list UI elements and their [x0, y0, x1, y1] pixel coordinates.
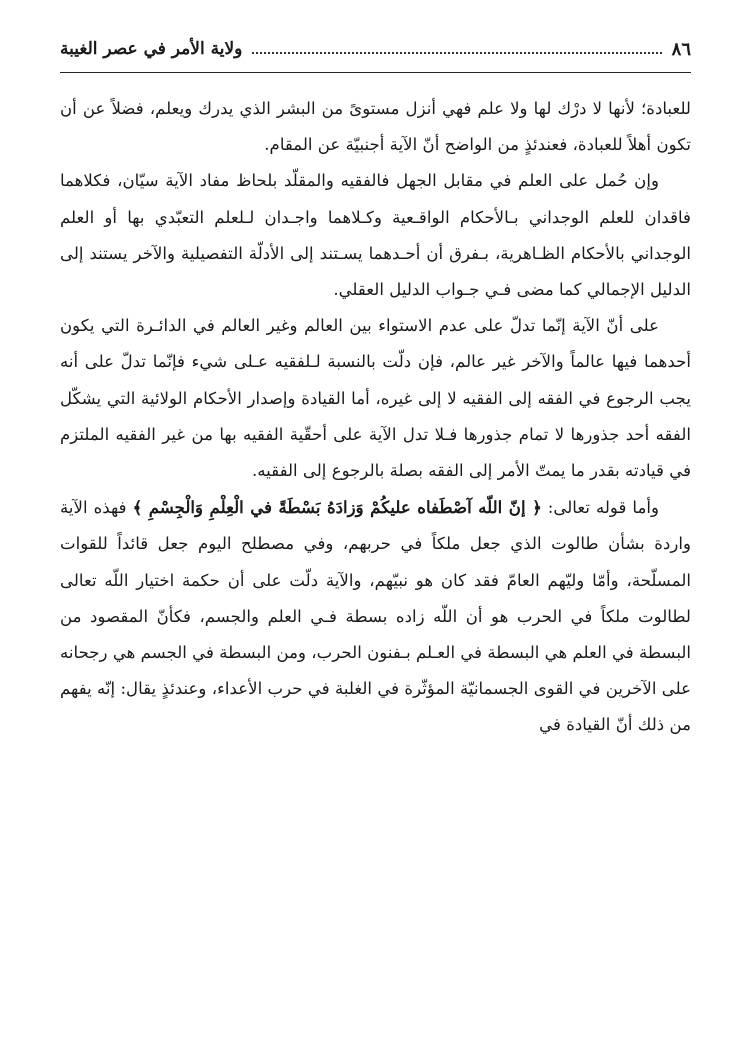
paragraph-4-intro: وأما قوله تعالى:	[541, 498, 659, 518]
dotted-leader	[252, 52, 661, 54]
page-number: ٨٦	[671, 38, 691, 60]
document-page	[60, 30, 691, 1057]
paragraph-1: للعبادة؛ لأنها لا درْك لها ولا علم فهي أنزل مستوىً من البشر الذي يدرك ويعلم، فضلاً عن أن تكون أهلاً للعبادة، فعندئذٍ من الواضح أنّ الآية أجنبيّة عن المقام.	[60, 99, 691, 155]
body-text	[60, 91, 691, 744]
quran-verse: ﴿ إنّ اللّه آصْطَفاه عليكُمْ وَزادَهُ بَسْطَةً في الْعِلْمِ وَالْجِسْمِ ﴾	[132, 497, 542, 518]
running-title: ولاية الأمر في عصر الغيبة	[60, 39, 243, 59]
page-header	[60, 30, 691, 68]
paragraph-3: على أنّ الآية إنّما تدلّ على عدم الاستواء بين العالم وغير العالم في الدائـرة التي يكون أحدهما فيها عالماً والآخر غير عالم، فإن دلّت بالنسبة لـلفقيه عـلى شيء فإنّما تدلّ على أنه يجب الرجوع في الفقه إلى الفقيه لا إلى غيره، أما القيادة وإصدار الأحكام الولائية التي يشكّل الفقه أحد جذورها لا تمام جذورها فـلا تدل الآية على أحقّية الفقيه بها من غير الفقيه الملتزم في قيادته بقدر ما يمتّ الأمر إلى الفقه بصلة بالرجوع إلى الفقيه.	[60, 316, 691, 481]
paragraph-4-body: فهذه الآية واردة بشأن طالوت الذي جعل ملكاً في حربهم، وفي مصطلح اليوم جعل قائداً للقوات المسلّحة، وأمّا وليّهم العامّ فقد كان هو نبيّهم، والآية دلّت على أن حكمة اختيار اللّه تعالى لطالوت ملكاً في الحرب هو أن اللّه زاده بسطة فـي العلم والجسم، فكأنّ المقصود من البسطة في العلم هي البسطة في العـلم بـفنون الحرب، ومن البسطة في الجسم هي رجحانه على الآخرين في القوى الجسمانيّة المؤثّرة في الغلبة في حرب الأعداء، وعندئذٍ يقال: إنّه يفهم من ذلك أنّ القيادة في	[60, 498, 691, 735]
paragraph-2: وإن حُمل على العلم في مقابل الجهل فالفقيه والمقلّد بلحاظ مفاد الآية سيّان، فكلاهما فاقدان للعلم الوجداني بـالأحكام الواقـعية وكـلاهما واجـدان لـلعلم التعبّدي بها أو العلم الوجداني بالأحكام الظـاهرية، بـفرق أن أحـدهما يسـتند إلى الأدلّة التفصيلية والآخر يستند إلى الدليل الإجمالي كما مضى فـي جـواب الدليل العقلي.	[60, 171, 691, 300]
paragraph-4	[60, 489, 691, 743]
header-rule	[60, 72, 691, 73]
